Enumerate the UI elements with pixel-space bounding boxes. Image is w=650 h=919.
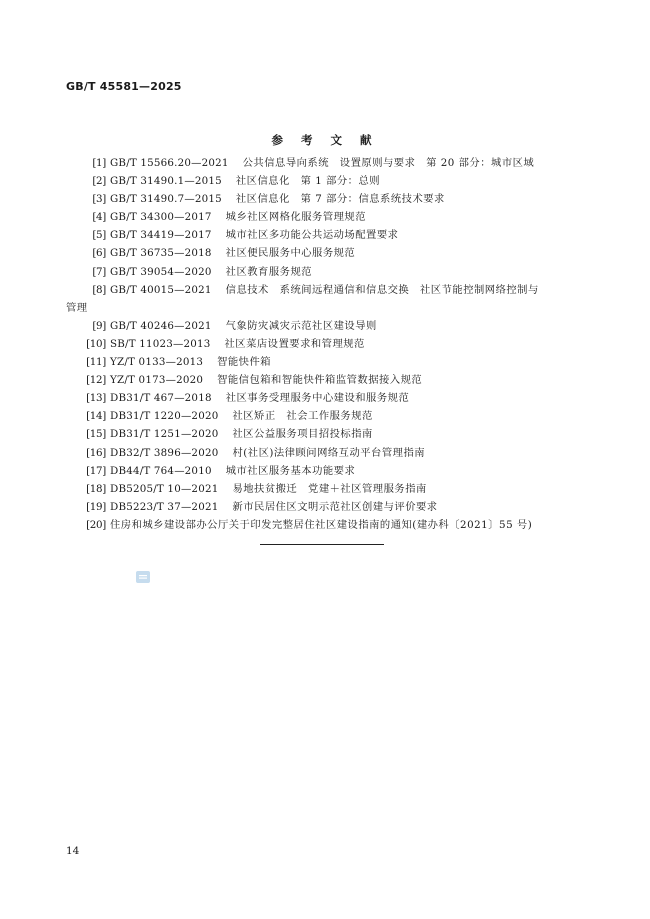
reference-number: [4] <box>92 211 106 224</box>
reference-item <box>66 389 588 407</box>
reference-code: GB/T 39054—2020 <box>110 265 212 278</box>
reference-title: 住房和城乡建设部办公厅关于印发完整居住社区建设指南的通知(建办科〔2021〕55 号) <box>110 518 533 531</box>
reference-number: [18] <box>86 482 106 495</box>
reference-item <box>66 263 588 281</box>
reference-code: GB/T 31490.7—2015 <box>110 193 222 206</box>
reference-item <box>66 335 588 353</box>
reference-title: 易地扶贫搬迁 党建＋社区管理服务指南 <box>232 482 427 495</box>
reference-title: 新市民居住区文明示范社区创建与评价要求 <box>232 500 438 513</box>
reference-item <box>66 407 588 425</box>
reference-code: GB/T 40015—2021 <box>110 283 212 296</box>
reference-title: 社区矫正 社会工作服务规范 <box>232 410 373 423</box>
reference-title: 城市社区服务基本功能要求 <box>225 464 356 477</box>
reference-code: DB31/T 467—2018 <box>110 392 212 405</box>
reference-code: GB/T 15566.20—2021 <box>110 157 229 169</box>
reference-title: 城乡社区网格化服务管理规范 <box>225 211 367 224</box>
reference-title: 社区公益服务项目招投标指南 <box>232 428 373 441</box>
reference-code: GB/T 34300—2017 <box>110 211 212 224</box>
reference-number: [10] <box>86 337 106 350</box>
watermark-icon <box>136 571 150 583</box>
reference-item <box>66 226 588 244</box>
reference-number: [13] <box>86 392 106 405</box>
reference-item <box>66 516 588 534</box>
reference-code: DB5223/T 37—2021 <box>110 500 219 513</box>
reference-title-continuation: 管理 <box>66 301 88 314</box>
reference-title: 社区菜店设置要求和管理规范 <box>224 337 365 350</box>
reference-item <box>66 317 588 335</box>
reference-code: DB44/T 764—2010 <box>110 464 212 477</box>
reference-item <box>66 444 588 462</box>
reference-item <box>66 498 588 516</box>
reference-title: 智能信包箱和智能快件箱监管数据接入规范 <box>217 374 423 387</box>
reference-item <box>66 190 588 208</box>
reference-code: GB/T 36735—2018 <box>110 247 212 260</box>
reference-number: [1] <box>92 157 106 169</box>
reference-number: [2] <box>92 175 106 188</box>
reference-code: DB31/T 1220—2020 <box>110 410 219 423</box>
reference-item <box>66 480 588 498</box>
reference-title: 信息技术 系统间远程通信和信息交换 社区节能控制网络控制与 <box>225 283 539 296</box>
reference-item <box>66 172 588 190</box>
reference-number: [7] <box>92 265 106 278</box>
reference-number: [9] <box>92 319 106 332</box>
reference-title: 社区教育服务规范 <box>225 265 313 278</box>
reference-number: [11] <box>86 356 106 369</box>
reference-code: DB31/T 1251—2020 <box>110 428 219 441</box>
reference-title: 社区便民服务中心服务规范 <box>225 247 356 260</box>
reference-code: GB/T 31490.1—2015 <box>110 175 222 188</box>
section-title: 参 考 文 献 <box>271 133 379 147</box>
reference-item <box>66 208 588 226</box>
reference-number: [12] <box>86 374 106 387</box>
reference-item <box>66 244 588 262</box>
reference-item <box>66 462 588 480</box>
reference-number: [14] <box>86 410 106 423</box>
reference-code: GB/T 40246—2021 <box>110 319 212 332</box>
reference-item <box>66 425 588 443</box>
reference-code: YZ/T 0173—2020 <box>110 374 204 387</box>
reference-title: 城市社区多功能公共运动场配置要求 <box>225 229 399 242</box>
reference-title: 公共信息导向系统 设置原则与要求 第 20 部分：城市区域 <box>242 157 535 169</box>
standard-code: GB/T 45581—2025 <box>66 80 182 93</box>
reference-code: SB/T 11023—2013 <box>110 337 211 350</box>
reference-number: [17] <box>86 464 106 477</box>
reference-number: [16] <box>86 446 106 459</box>
reference-number: [6] <box>92 247 106 260</box>
reference-title: 社区信息化 第 1 部分：总则 <box>235 175 381 188</box>
reference-title: 社区信息化 第 7 部分：信息系统技术要求 <box>235 193 445 206</box>
reference-title: 智能快件箱 <box>217 356 272 369</box>
reference-number: [8] <box>92 283 106 296</box>
reference-item <box>66 154 588 172</box>
reference-item <box>66 281 588 317</box>
reference-title: 社区事务受理服务中心建设和服务规范 <box>225 392 410 405</box>
reference-number: [19] <box>86 500 106 513</box>
reference-number: [20] <box>86 518 106 531</box>
reference-item <box>66 371 588 389</box>
logo-icon <box>136 571 150 583</box>
reference-title: 气象防灾减灾示范社区建设导则 <box>225 319 377 332</box>
reference-code: DB5205/T 10—2021 <box>110 482 219 495</box>
reference-item <box>66 353 588 371</box>
reference-number: [15] <box>86 428 106 441</box>
reference-number: [3] <box>92 193 106 206</box>
reference-code: DB32/T 3896—2020 <box>110 446 219 459</box>
reference-number: [5] <box>92 229 106 242</box>
reference-list <box>66 154 588 534</box>
reference-title: 村(社区)法律顾问网络互动平台管理指南 <box>232 446 426 459</box>
page-number: 14 <box>66 845 80 857</box>
reference-code: GB/T 34419—2017 <box>110 229 212 242</box>
reference-code: YZ/T 0133—2013 <box>110 356 204 369</box>
end-divider <box>260 544 384 545</box>
